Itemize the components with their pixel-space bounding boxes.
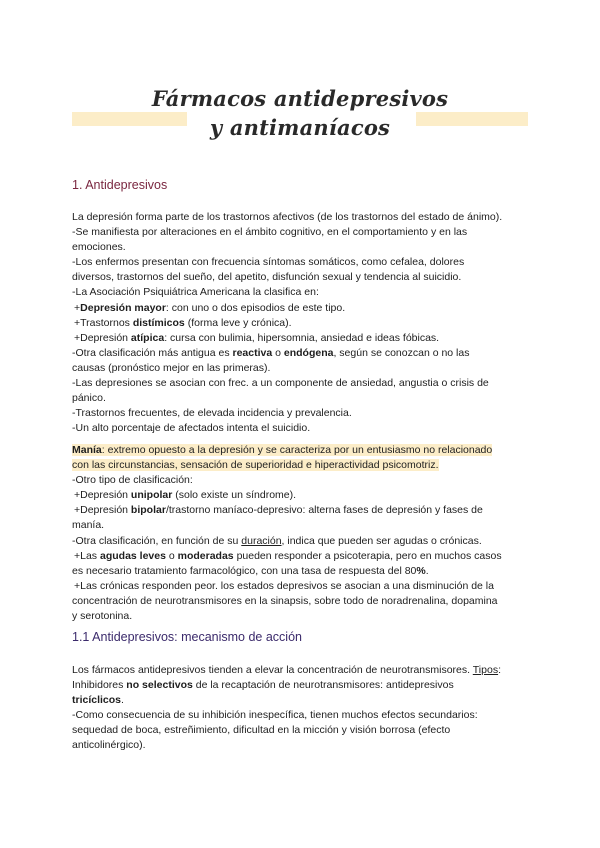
text-line: concentración de neurotransmisores en la sinapsis, sobre todo de noradrenalina, dopamina [72,594,498,607]
text-run: : [498,664,501,676]
text-line: manía. [72,519,105,532]
text-line: -La Asociación Psiquiátrica Americana la clasifica en: [72,286,319,299]
paragraph-mania [72,443,532,624]
paragraph-mecanismo [72,663,532,754]
text-line: causas (pronóstico mejor en las primeras). [72,361,271,374]
text-run: : cursa con bulimia, hipersomnia, ansiedad e ideas fóbicas. [164,331,440,344]
bold-term: unipolar [130,489,173,502]
bold-term: reactiva [232,346,273,359]
text-line: -Se manifiesta por alteraciones en el ámbito cognitivo, en el comportamiento y en las [72,226,468,239]
text-run: +Las [74,549,100,562]
text-run: Inhibidores [72,679,127,692]
text-run: , indica que pueden ser agudas o crónicas. [281,534,482,547]
text-line: +Las crónicas responden peor. los estados depresivos se asocian a una disminución de la [74,579,494,592]
text-line: -Como consecuencia de su inhibición inespecífica, tienen muchos efectos secundarios: [72,709,478,722]
text-line [72,693,532,708]
text-run: (forma leve y crónica). [184,316,292,329]
title-line-1: Fármacos antidepresivos [151,86,449,111]
text-run: . [425,564,429,577]
text-run: , según se conozcan o no las [333,346,470,359]
text-line [72,534,532,549]
text-run: -Otra clasificación, en función de su [72,534,242,547]
text-line: diversos, trastornos del sueño, del apetito, disfunción sexual y tendencia al suicidio. [72,271,462,284]
text-line: sequedad de boca, estreñimiento, dificultad en la micción y visión borrosa (efecto [72,724,451,737]
text-line [72,564,532,579]
text-line [72,458,532,473]
text-line [72,443,532,458]
text-run: Los fármacos antidepresivos tienden a elevar la concentración de neurotransmisores. [72,664,473,676]
text-line: -Un alto porcentaje de afectados intenta el suicidio. [72,422,311,435]
bold-term: endógena [283,346,334,359]
bold-term: no selectivos [126,679,193,692]
text-run: +Depresión [74,489,131,502]
underlined-term: duración [241,534,282,547]
text-run: : extremo opuesto a la depresión y se caracteriza por un entusiasmo no relacionado [101,444,493,456]
text-line: anticolinérgico). [72,739,146,752]
highlighted-text: con las circunstancias, sensación de superioridad e hiperactividad psicomotriz. [72,459,439,472]
text-line [72,678,532,693]
bold-term: moderadas [177,549,234,562]
text-run: : con uno o dos episodios de este tipo. [165,301,346,314]
text-line: -Las depresiones se asocian con frec. a un componente de ansiedad, angustia o crisis de [72,377,489,390]
text-line: La depresión forma parte de los trastornos afectivos (de los trastornos del estado de ánimo). [72,211,503,223]
text-run: /trastorno maníaco-depresivo: alterna fases de depresión y fases de [165,504,483,517]
section-heading-antidepresivos: 1. Antidepresivos [72,178,168,192]
bold-term: agudas leves [99,549,166,562]
text-run: (solo existe un síndrome). [172,489,297,502]
text-line: -Trastornos frecuentes, de elevada incidencia y prevalencia. [72,407,352,420]
text-run: . [121,694,124,707]
bold-term: distímicos [132,316,185,329]
text-line [72,488,532,503]
text-line [72,549,532,564]
text-run: +Depresión [74,331,131,344]
text-line [72,663,532,678]
text-run: o [272,346,284,359]
text-run: -Otra clasificación más antigua es [72,346,233,359]
text-run: pueden responder a psicoterapia, pero en muchos casos [233,549,502,562]
text-line [72,346,532,361]
bold-term: Manía [72,444,102,456]
text-run: es necesario tratamiento farmacológico, con una tasa de respuesta del 80 [72,564,417,577]
bold-term: bipolar [130,504,166,517]
text-line: emociones. [72,241,126,254]
text-run: de la recaptación de neurotransmisores: antidepresivos [192,679,454,692]
text-line [72,316,532,331]
bold-term: Depresión mayor [80,301,166,314]
text-line: pánico. [72,392,106,405]
text-line: y serotonina. [72,610,133,623]
text-run: +Depresión [74,504,131,517]
text-line: -Los enfermos presentan con frecuencia síntomas somáticos, como cefalea, dolores [72,256,465,269]
underlined-term: Tipos [472,664,499,676]
text-line [72,301,532,316]
text-run: +Trastornos [74,316,133,329]
text-run: + [74,301,81,314]
bold-term: atípica [130,331,165,344]
bold-term: tricíclicos [72,694,122,707]
document-title [0,86,600,146]
text-line: -Otro tipo de clasificación: [72,474,193,487]
text-line [72,331,532,346]
title-line-2: y antimaníacos [209,115,391,140]
text-line [72,503,532,518]
text-run: o [165,549,178,562]
bold-term: % [416,564,426,577]
paragraph-depresion [72,210,532,436]
section-heading-mecanismo: 1.1 Antidepresivos: mecanismo de acción [72,630,302,644]
